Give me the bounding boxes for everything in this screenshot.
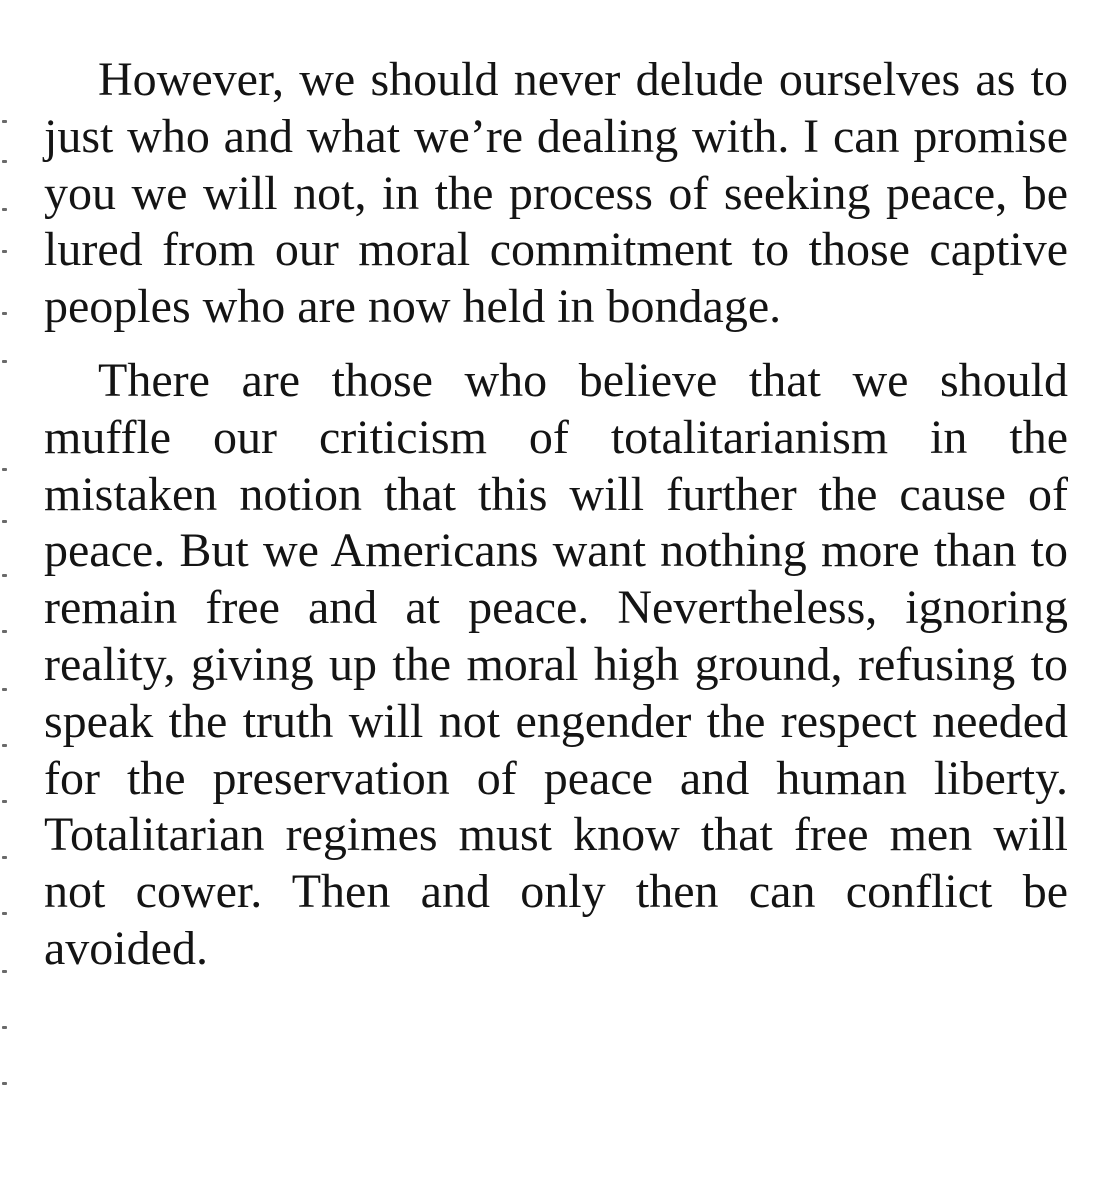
paragraph-1: However, we should never delude ourselves as to just who and what we’re dealing with. I can promise you we will not, in the process of seeking peace, be lured from our moral commitment to those captive peoples who are now held in bondage. [44, 53, 1068, 334]
text-column [44, 52, 1068, 978]
paragraph-2: There are those who believe that we should muffle our criticism of totalitarianism in the mistaken notion that this will further the cause of peace. But we Americans want nothing more than to remain free and at peace. Nevertheless, ignoring reality, giving up the moral high ground, refusing to speak the truth will not engender the respect needed for the preservation of peace and human liberty. Totalitarian regimes must know that free men will not cower. Then and only then can conflict be avoided. [44, 353, 1068, 975]
left-margin-marks [0, 100, 12, 1140]
